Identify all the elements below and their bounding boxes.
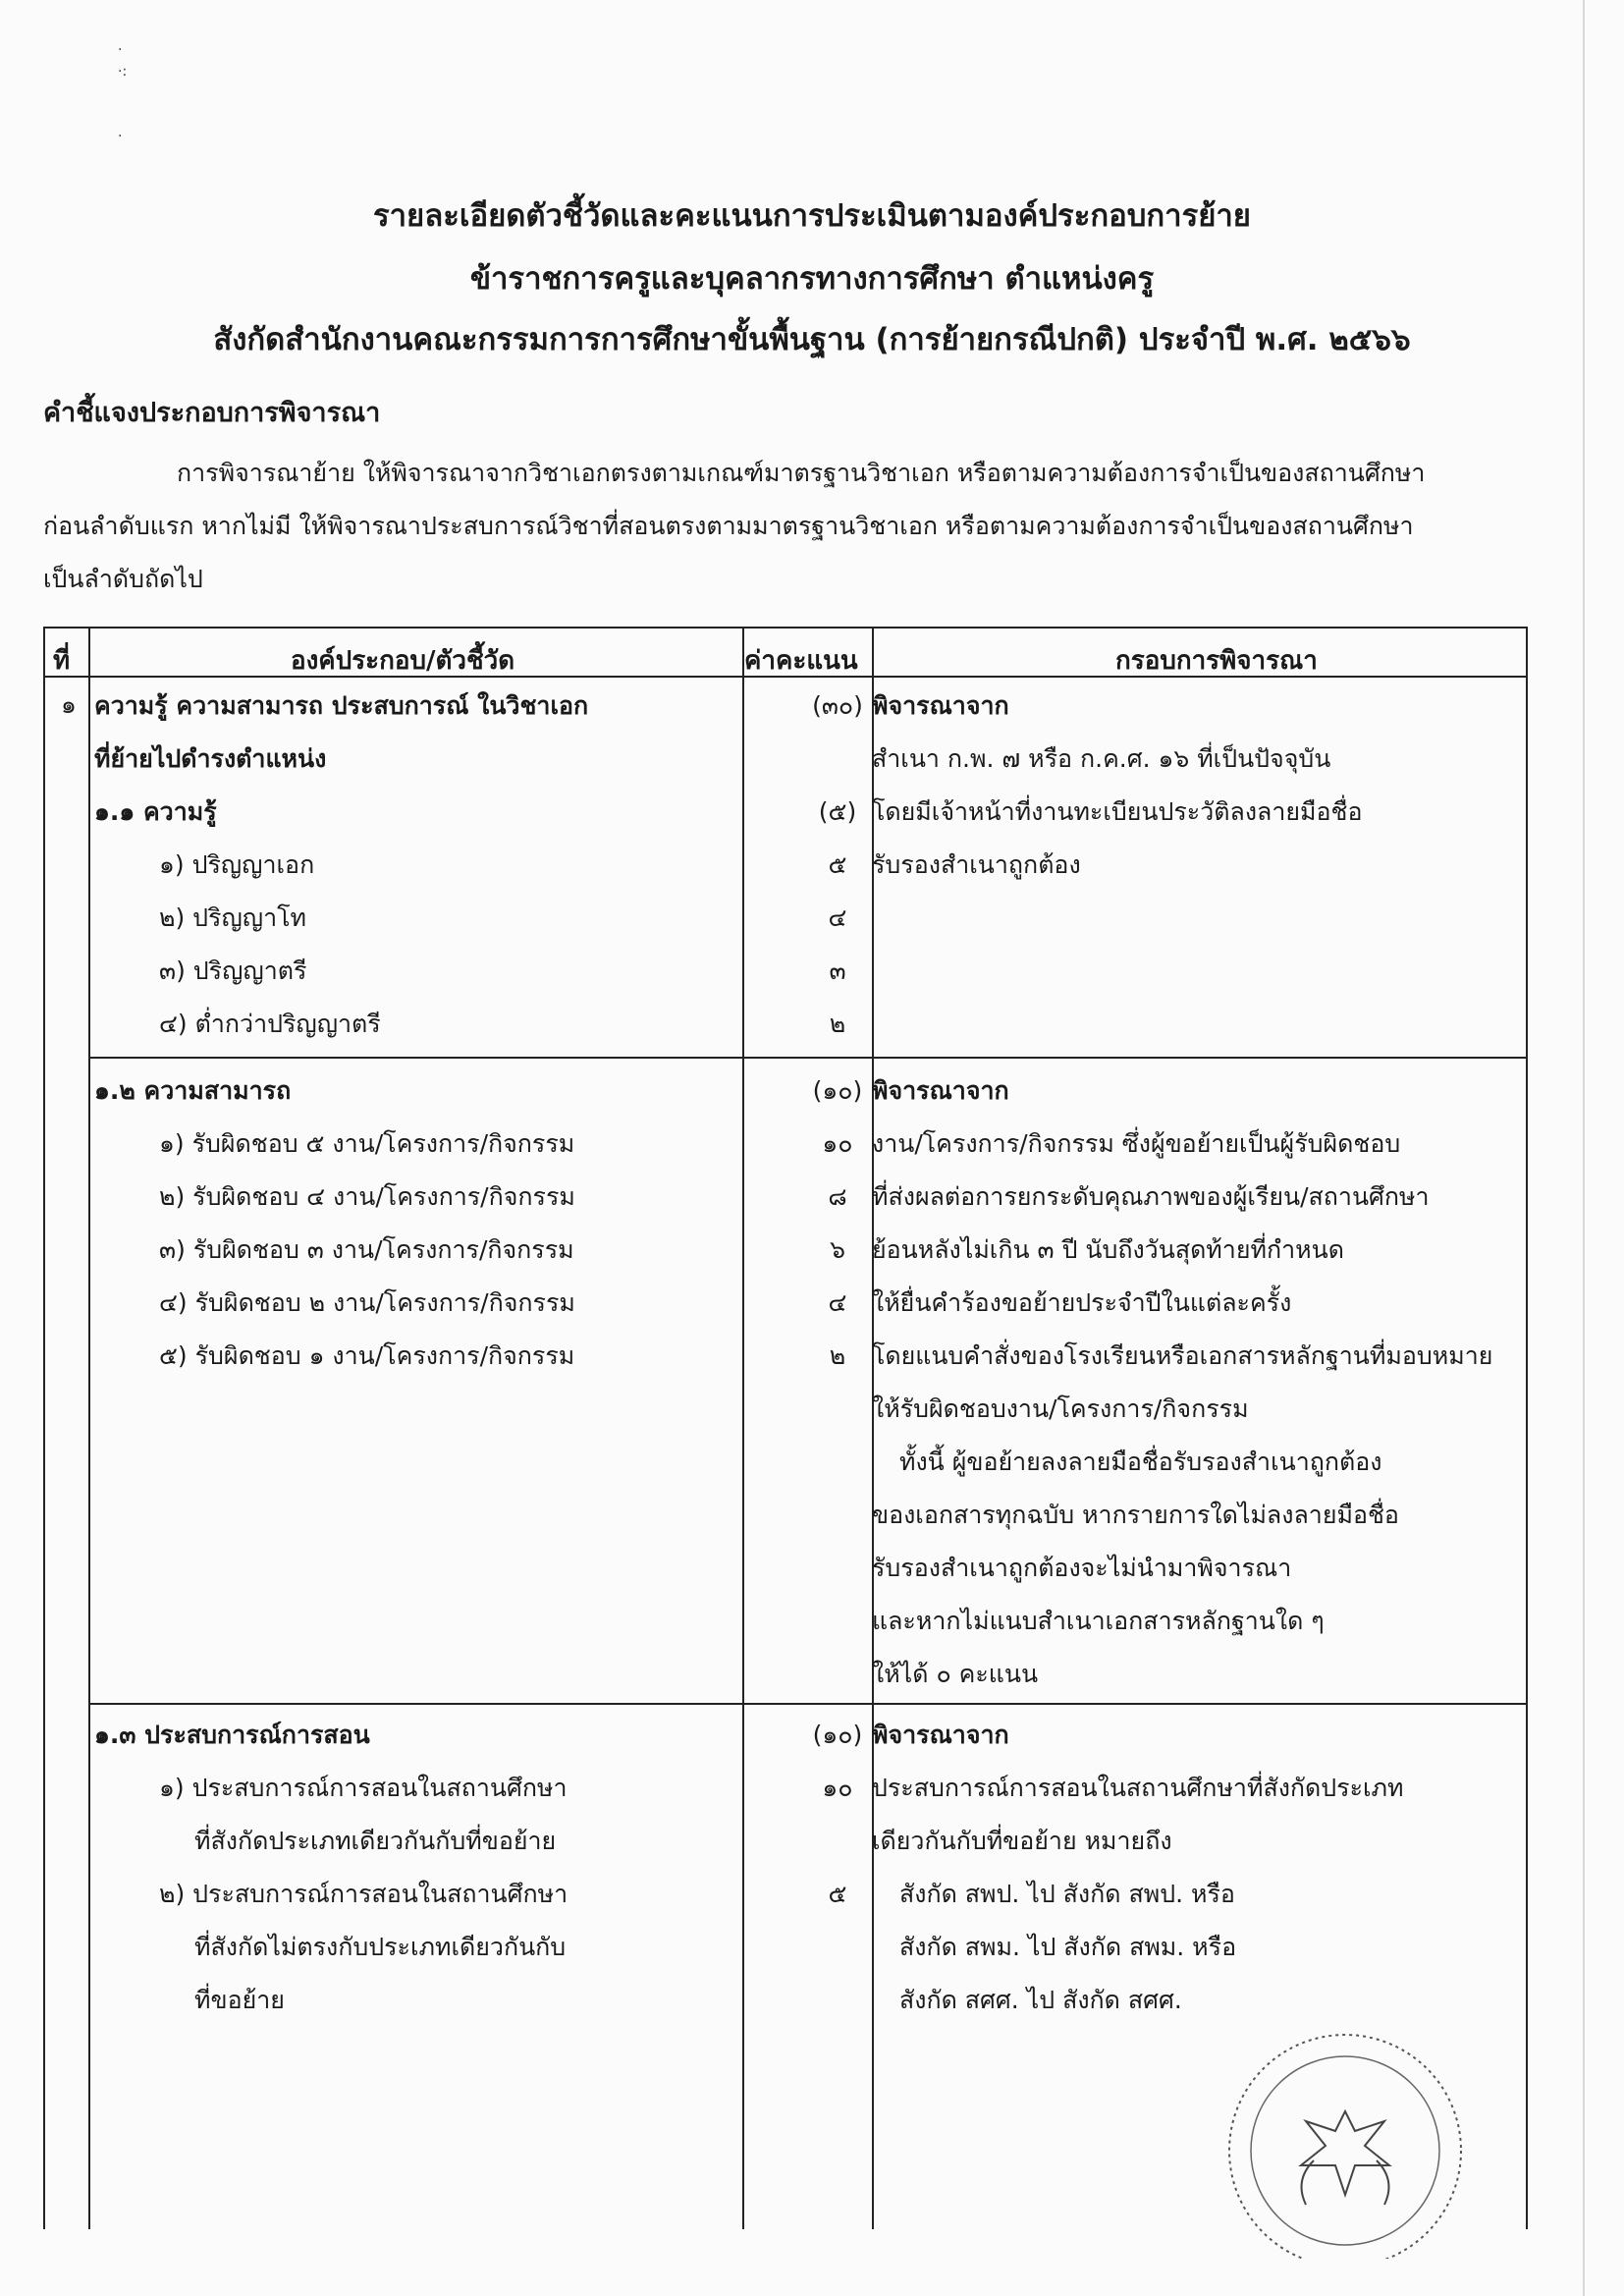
framework-line: สังกัด สพป. ไป สังกัด สพป. หรือ <box>899 1880 1235 1908</box>
framework-1-1 <box>872 680 1524 892</box>
explanation-line-1: การพิจารณาย้าย ให้พิจารณาจากวิชาเอกตรงตามเกณฑ์มาตรฐานวิชาเอก หรือตามความต้องการจำเป็นของสถานศึกษา <box>177 459 1426 487</box>
framework-line: ของเอกสารทุกฉบับ หากรายการใดไม่ลงลายมือชื่อ <box>872 1501 1399 1529</box>
score-value: ๑๐ <box>822 1129 853 1158</box>
subcomponent-title: ๑.๑ ความรู้ <box>94 797 217 826</box>
framework-line: รับรองสำเนาถูกต้อง <box>872 850 1081 879</box>
framework-heading: พิจารณาจาก <box>872 1721 1009 1749</box>
score-value: ๒ <box>829 1010 846 1038</box>
score-value: (๑๐) <box>812 1076 863 1105</box>
component-1-3 <box>94 1709 762 2027</box>
score-value: (๑๐) <box>812 1721 863 1749</box>
component-title-cont: ที่ย้ายไปดำรงตำแหน่ง <box>94 744 327 773</box>
framework-line: ประสบการณ์การสอนในสถานศึกษาที่สังกัดประเภท <box>872 1774 1404 1802</box>
indicator-item: ๑) รับผิดชอบ ๕ งาน/โครงการ/กิจกรรม <box>159 1129 575 1158</box>
framework-line: ให้ยื่นคำร้องขอย้ายประจำปีในแต่ละครั้ง <box>872 1288 1292 1317</box>
score-value: ๔ <box>828 903 847 932</box>
framework-line: สังกัด สพม. ไป สังกัด สพม. หรือ <box>899 1933 1237 1961</box>
score-value: ๓ <box>829 957 846 985</box>
score-value: ๒ <box>829 1341 846 1370</box>
framework-line: ให้รับผิดชอบงาน/โครงการ/กิจกรรม <box>872 1394 1249 1423</box>
framework-line: งาน/โครงการ/กิจกรรม ซึ่งผู้ขอย้ายเป็นผู้รับผิดชอบ <box>872 1129 1401 1158</box>
score-value: ๖ <box>830 1235 845 1264</box>
row-divider <box>88 1703 1526 1705</box>
indicator-item: ๓) ปริญญาตรี <box>159 957 307 985</box>
indicator-item: ๒) ประสบการณ์การสอนในสถานศึกษา <box>159 1880 568 1908</box>
indicator-item: ๓) รับผิดชอบ ๓ งาน/โครงการ/กิจกรรม <box>159 1235 574 1264</box>
header-component: องค์ประกอบ/ตัวชี้วัด <box>291 646 515 676</box>
framework-line: ย้อนหลังไม่เกิน ๓ ปี นับถึงวันสุดท้ายที่กำหนด <box>872 1235 1344 1264</box>
indicator-item: ๑) ปริญญาเอก <box>159 850 315 879</box>
explanation-heading: คำชี้แจงประกอบการพิจารณา <box>43 398 381 428</box>
column-divider <box>88 629 90 2229</box>
score-value: ๕ <box>828 850 847 879</box>
indicator-item-cont: ที่ขอย้าย <box>194 1986 285 2014</box>
indicator-item: ๒) รับผิดชอบ ๔ งาน/โครงการ/กิจกรรม <box>159 1182 575 1211</box>
framework-heading: พิจารณาจาก <box>872 691 1009 720</box>
framework-line: ให้ได้ ๐ คะแนน <box>872 1660 1039 1688</box>
component-1-2 <box>94 1065 762 1383</box>
indicator-item: ๕) รับผิดชอบ ๑ งาน/โครงการ/กิจกรรม <box>159 1341 575 1370</box>
framework-line: รับรองสำเนาถูกต้องจะไม่นำมาพิจารณา <box>872 1554 1292 1582</box>
indicator-item-cont: ที่สังกัดไม่ตรงกับประเภทเดียวกันกับ <box>194 1933 567 1961</box>
title-line-1: รายละเอียดตัวชี้วัดและคะแนนการประเมินตามองค์ประกอบการย้าย <box>373 198 1251 234</box>
framework-line: โดยแนบคำสั่งของโรงเรียนหรือเอกสารหลักฐานที่มอบหมาย <box>872 1341 1493 1370</box>
explanation-line-2: ก่อนลำดับแรก หากไม่มี ให้พิจารณาประสบการณ์วิชาที่สอนตรงตามมาตรฐานวิชาเอก หรือตามความต้องการจำเป็นของสถานศึกษา <box>43 512 1414 540</box>
indicator-item: ๔) ต่ำกว่าปริญญาตรี <box>159 1010 381 1038</box>
framework-line: สำเนา ก.พ. ๗ หรือ ก.ค.ศ. ๑๖ ที่เป็นปัจจุบัน <box>872 744 1331 773</box>
component-1-1 <box>94 680 762 1051</box>
header-score: ค่าคะแนน <box>744 646 858 676</box>
framework-line: โดยมีเจ้าหน้าที่งานทะเบียนประวัติลงลายมือชื่อ <box>872 797 1363 826</box>
title-line-2: ข้าราชการครูและบุคลากรทางการศึกษา ตำแหน่งครู <box>469 261 1155 297</box>
row-number: ๑ <box>61 690 77 719</box>
explanation-line-3: เป็นลำดับถัดไป <box>43 565 203 593</box>
title-line-3: สังกัดสำนักงานคณะกรรมการการศึกษาขั้นพื้นฐาน (การย้ายกรณีปกติ) ประจำปี พ.ศ. ๒๕๖๖ <box>213 322 1411 357</box>
framework-line: สังกัด สศศ. ไป สังกัด สศศ. <box>899 1986 1182 2014</box>
header-framework: กรอบการพิจารณา <box>1115 646 1318 676</box>
garuda-seal-icon <box>1198 1964 1492 2259</box>
score-value: ๕ <box>828 1880 847 1908</box>
component-title: ความรู้ ความสามารถ ประสบการณ์ ในวิชาเอก <box>94 691 589 720</box>
header-no: ที่ <box>53 646 71 676</box>
scan-specks: · ·: · <box>118 42 128 144</box>
subcomponent-title: ๑.๒ ความสามารถ <box>94 1076 292 1105</box>
score-value: (๓๐) <box>812 691 863 720</box>
indicator-item: ๒) ปริญญาโท <box>159 903 307 932</box>
score-value: ๑๐ <box>822 1774 853 1802</box>
indicator-item-cont: ที่สังกัดประเภทเดียวกันกับที่ขอย้าย <box>194 1827 557 1855</box>
indicator-item: ๑) ประสบการณ์การสอนในสถานศึกษา <box>159 1774 568 1802</box>
framework-line: ทั้งนี้ ผู้ขอย้ายลงลายมือชื่อรับรองสำเนาถูกต้อง <box>899 1448 1382 1476</box>
score-value: ๘ <box>828 1182 847 1211</box>
explanation-text <box>43 447 1536 606</box>
row-divider <box>88 1057 1526 1059</box>
framework-heading: พิจารณาจาก <box>872 1076 1009 1105</box>
framework-line: ที่ส่งผลต่อการยกระดับคุณภาพของผู้เรียน/สถานศึกษา <box>872 1182 1430 1211</box>
framework-line: และหากไม่แนบสำเนาเอกสารหลักฐานใด ๆ <box>872 1607 1325 1635</box>
framework-line: เดียวกันกับที่ขอย้าย หมายถึง <box>872 1827 1172 1855</box>
score-value: ๔ <box>828 1288 847 1317</box>
subcomponent-title: ๑.๓ ประสบการณ์การสอน <box>94 1721 370 1749</box>
framework-1-2 <box>872 1065 1524 1701</box>
indicator-item: ๔) รับผิดชอบ ๒ งาน/โครงการ/กิจกรรม <box>159 1288 575 1317</box>
score-value: (๕) <box>818 797 857 826</box>
